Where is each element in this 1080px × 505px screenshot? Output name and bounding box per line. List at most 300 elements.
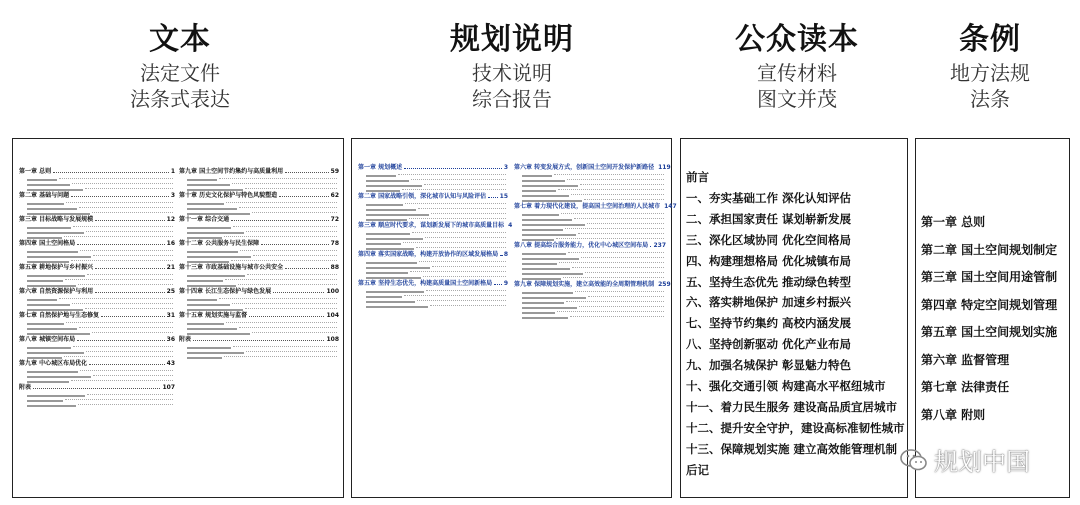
toc-leader (411, 177, 506, 180)
toc-leader (556, 236, 664, 239)
explain-document-toc (351, 138, 677, 498)
toc-leader (554, 172, 664, 175)
toc-leader (93, 253, 173, 256)
section-placeholder (366, 272, 408, 274)
toc-leader (59, 296, 173, 299)
toc-leader (559, 260, 664, 263)
toc-leader (80, 368, 173, 371)
toc-chapter (19, 215, 175, 224)
toc-leader (412, 230, 506, 233)
column-public (712, 0, 882, 112)
toc-leader (568, 250, 664, 253)
toc-section-line (514, 314, 666, 319)
watermark-text: 规划中国 (934, 448, 1030, 476)
toc-leader (572, 265, 664, 268)
column-subtitle: 法条 (970, 87, 1010, 111)
section-placeholder (187, 347, 231, 349)
toc-chapter (358, 192, 508, 201)
toc-leader (78, 282, 173, 285)
toc-leader (238, 282, 337, 285)
toc-chapter (19, 191, 175, 200)
toc-leader (500, 250, 502, 256)
toc-chapter (514, 280, 671, 289)
toc-leader (33, 383, 160, 389)
toc-leader (409, 216, 506, 219)
toc-leader (95, 215, 165, 221)
toc-chapter-title: 第十二章 公共服务与民生保障 (179, 240, 260, 247)
column-subtitle: 法条式表达 (130, 87, 230, 111)
toc-leader (410, 269, 506, 272)
section-placeholder (27, 304, 70, 306)
toc-leader (89, 359, 165, 365)
toc-page-number: 104 (326, 312, 339, 319)
toc-chapter-title: 第十三章 市政基础设施与城市公共安全 (179, 264, 284, 271)
section-placeholder (522, 229, 563, 231)
toc-item: 六、落实耕地保护 加速乡村振兴 (686, 295, 852, 310)
toc-page-number: 21 (166, 264, 175, 271)
section-placeholder (27, 184, 70, 186)
toc-chapter-title: 第二章 国家战略引领，深化城市认知与风险评估 (358, 193, 487, 200)
toc-item: 第四章 特定空间规划管理 (921, 297, 1058, 312)
toc-chapter-title: 第六章 自然资源保护与利用 (19, 288, 94, 295)
toc-chapter-title: 第三章 顺应时代要求，谋划新发展下的城市高质量目标 (358, 222, 505, 229)
column-regulation (905, 0, 1075, 112)
toc-leader (245, 186, 337, 189)
toc-leader (425, 235, 506, 238)
toc-item: 第八章 附则 (921, 407, 986, 422)
toc-leader (85, 306, 173, 309)
toc-chapter (358, 163, 508, 172)
section-placeholder (366, 296, 402, 298)
public-reader-list (686, 167, 905, 481)
column-title: 条例 (959, 22, 1021, 57)
toc-leader (558, 187, 664, 190)
toc-item: 二、承担国家责任 谋划崭新发展 (686, 211, 852, 226)
toc-right-column (514, 163, 677, 319)
toc-leader (578, 231, 664, 234)
section-placeholder (187, 304, 230, 306)
toc-leader (285, 167, 329, 173)
toc-leader (416, 245, 506, 248)
toc-leader (566, 299, 664, 302)
toc-chapter-title: 第五章 坚持生态优先，构建高质量国土空间新格局 (358, 280, 493, 287)
toc-right-column (179, 167, 339, 359)
toc-chapter-title: 第二章 基础与问题 (19, 192, 70, 199)
toc-leader (193, 335, 324, 341)
section-placeholder (27, 203, 64, 205)
toc-leader (650, 241, 651, 247)
toc-item: 十、强化交通引领 构建高水平枢纽城市 (686, 379, 886, 394)
section-placeholder (522, 253, 566, 255)
section-placeholder (187, 203, 224, 205)
toc-leader (588, 294, 664, 297)
toc-leader (71, 191, 169, 197)
section-placeholder (27, 227, 71, 229)
column-title: 公众读本 (735, 22, 859, 57)
toc-chapter (19, 263, 175, 272)
column-text (95, 0, 265, 112)
toc-leader (65, 397, 173, 400)
watermark (900, 442, 1030, 477)
column-title: 文本 (149, 22, 211, 57)
toc-leader (226, 320, 337, 323)
section-placeholder (187, 227, 231, 229)
toc-item: 十三、保障规划实施 建立高效能管理机制 (686, 441, 898, 456)
toc-page-number: 4 (508, 222, 513, 229)
toc-leader (219, 296, 337, 299)
toc-chapter-title: 第六章 转变发展方式，创新国土空间开发保护新路径 (514, 164, 655, 171)
section-placeholder (27, 208, 77, 210)
section-placeholder (522, 263, 557, 265)
toc-page-number: 147 (664, 203, 677, 210)
toc-item: 八、坚持创新驱动 优化产业布局 (686, 337, 852, 352)
toc-page-number: 25 (166, 288, 175, 295)
toc-page-number: 78 (330, 240, 339, 247)
toc-page-number: 237 (653, 242, 666, 249)
toc-chapter-title: 附表 (179, 336, 192, 343)
toc-leader (219, 176, 337, 179)
toc-item: 后记 (686, 462, 709, 477)
toc-page-number: 36 (166, 336, 175, 343)
section-placeholder (366, 301, 415, 303)
section-placeholder (366, 233, 410, 235)
toc-leader (79, 205, 173, 208)
toc-item: 第七章 法律责任 (921, 380, 1010, 394)
toc-leader (285, 263, 329, 269)
toc-leader (64, 354, 173, 357)
toc-leader (246, 349, 337, 352)
toc-leader (95, 287, 165, 293)
toc-chapter-title: 第九章 保障规划实施，建立高效能的全周期管理机制 (514, 281, 655, 288)
section-placeholder (27, 323, 64, 325)
toc-page-number: 119 (658, 164, 671, 171)
toc-chapter (179, 287, 339, 296)
toc-leader (53, 167, 169, 173)
toc-item: 三、深化区域协同 优化空间格局 (686, 232, 852, 247)
toc-chapter (179, 191, 339, 200)
toc-leader (574, 216, 664, 219)
section-placeholder (522, 268, 570, 270)
toc-chapter (19, 167, 175, 176)
toc-item: 五、坚持生态优先 推动绿色转型 (686, 274, 852, 289)
toc-leader (426, 288, 506, 291)
toc-item: 十一、着力民生服务 建设高品质宜居城市 (686, 399, 898, 414)
toc-leader (424, 182, 506, 185)
section-placeholder (522, 190, 556, 192)
column-subtitle: 地方法规 (950, 61, 1030, 85)
toc-leader (85, 186, 173, 189)
toc-leader (71, 258, 173, 261)
toc-chapter (19, 287, 175, 296)
section-placeholder (187, 299, 217, 301)
section-placeholder (522, 175, 552, 177)
toc-page-number: 100 (326, 288, 339, 295)
toc-chapter-title: 第九章 国土空间节约集约与高质量利用 (179, 168, 284, 175)
toc-leader (245, 306, 337, 309)
toc-page-number: 15 (499, 193, 508, 200)
toc-chapter-title: 第七章 自然保护地与生态修复 (19, 312, 100, 319)
regulation-list (921, 209, 1057, 429)
toc-leader (95, 263, 165, 269)
toc-leader (77, 335, 165, 341)
section-placeholder (522, 214, 559, 216)
toc-chapter (19, 311, 175, 320)
toc-leader (279, 191, 329, 197)
toc-leader (225, 277, 337, 280)
toc-leader (87, 392, 173, 395)
toc-leader (587, 221, 664, 224)
toc-chapter-title: 第十章 历史文化保护与特色风貌塑造 (179, 192, 278, 199)
toc-leader (432, 264, 506, 267)
toc-leader (585, 270, 664, 273)
toc-leader (247, 272, 337, 275)
toc-item: 第一章 总则 (921, 215, 986, 229)
toc-leader (226, 200, 337, 203)
toc-chapter-title: 第九章 中心城区布局优化 (19, 360, 88, 367)
toc-page-number: 43 (166, 360, 175, 367)
toc-item: 第六章 监督管理 (921, 352, 1010, 367)
toc-chapter (358, 250, 508, 259)
toc-chapter (19, 383, 175, 392)
toc-leader (581, 255, 664, 258)
section-placeholder (187, 280, 223, 282)
section-placeholder (27, 179, 57, 181)
toc-chapter (179, 311, 339, 320)
toc-leader (579, 304, 664, 307)
toc-chapter (514, 241, 666, 250)
toc-leader (65, 277, 173, 280)
column-subtitle: 技术说明 (472, 61, 552, 85)
toc-chapter-title: 第四章 落实国家战略，构建开放协作的区域发展格局 (358, 251, 499, 258)
toc-leader (59, 176, 173, 179)
section-placeholder (366, 209, 416, 211)
column-subtitle: 法定文件 (140, 61, 220, 85)
toc-leader (224, 234, 337, 237)
column-explain (427, 0, 597, 112)
toc-leader (72, 301, 173, 304)
section-placeholder (187, 323, 224, 325)
toc-left-column (358, 163, 513, 308)
toc-chapter-title: 附表 (19, 384, 32, 391)
toc-chapter-title: 第八章 提高综合服务能力，优化中心城区空间布局 (514, 242, 649, 249)
toc-leader (488, 192, 498, 198)
toc-leader (431, 211, 506, 214)
toc-leader (430, 303, 506, 306)
section-placeholder (522, 292, 573, 294)
toc-leader (73, 344, 173, 347)
toc-leader (71, 378, 173, 381)
section-placeholder (27, 280, 63, 282)
toc-leader (575, 289, 664, 292)
toc-leader (494, 279, 502, 285)
section-placeholder (27, 251, 78, 253)
toc-item: 第二章 国土空间规划制定 (921, 242, 1058, 257)
toc-item: 四、构建理想格局 优化城镇布局 (686, 253, 852, 268)
toc-leader (86, 349, 173, 352)
section-placeholder (522, 312, 555, 314)
toc-chapter-title: 第十一章 综合交通 (179, 216, 230, 223)
section-placeholder (27, 328, 77, 330)
section-placeholder (522, 195, 569, 197)
toc-leader (240, 248, 337, 251)
toc-leader (404, 163, 502, 169)
toc-chapter (179, 215, 339, 224)
toc-leader (92, 210, 173, 213)
toc-chapter-title: 第十四章 长江生态保护与绿色发展 (179, 288, 272, 295)
toc-leader (77, 239, 165, 245)
toc-leader (418, 206, 506, 209)
toc-chapter-title: 第十五章 规划实施与监督 (179, 312, 248, 319)
toc-leader (561, 211, 664, 214)
toc-leader (417, 298, 506, 301)
toc-item: 第三章 国土空间用途管制 (921, 270, 1058, 284)
toc-page-number: 88 (330, 264, 339, 271)
toc-leader (79, 325, 173, 328)
toc-chapter (514, 202, 677, 211)
toc-leader (405, 201, 506, 204)
toc-leader (565, 226, 664, 229)
toc-leader (423, 274, 506, 277)
section-placeholder (366, 306, 428, 308)
toc-chapter-title: 第三章 目标战略与发展规模 (19, 216, 94, 223)
toc-leader (232, 181, 337, 184)
toc-item: 前言 (686, 170, 709, 184)
toc-page-number: 3 (503, 164, 508, 171)
public-reader-toc (680, 138, 908, 498)
section-placeholder (366, 180, 409, 182)
toc-left-column (19, 167, 175, 407)
toc-leader (398, 172, 506, 175)
toc-page-number: 72 (330, 216, 339, 223)
section-placeholder (366, 175, 396, 177)
toc-leader (72, 181, 173, 184)
toc-section-line (358, 303, 508, 308)
toc-leader (231, 258, 337, 261)
toc-leader (571, 192, 664, 195)
toc-chapter (514, 163, 671, 172)
toc-chapter (179, 335, 339, 344)
toc-page-number: 108 (326, 336, 339, 343)
toc-leader (232, 301, 337, 304)
toc-leader (403, 240, 506, 243)
toc-leader (87, 272, 173, 275)
toc-section-line (19, 402, 175, 407)
column-subtitle: 图文并茂 (757, 87, 837, 111)
toc-chapter-title: 第四章 国土空间格局 (19, 240, 76, 247)
toc-leader (563, 275, 664, 278)
toc-leader (80, 248, 173, 251)
toc-page-number: 8 (503, 251, 508, 258)
toc-chapter-title: 第五章 耕地保护与乡村振兴 (19, 264, 94, 271)
section-placeholder (187, 251, 238, 253)
toc-chapter (179, 263, 339, 272)
toc-page-number: 9 (503, 280, 508, 287)
toc-page-number: 259 (658, 281, 671, 288)
toc-leader (557, 309, 664, 312)
section-placeholder (187, 208, 237, 210)
toc-section-line (179, 354, 339, 359)
toc-leader (73, 224, 173, 227)
toc-leader (101, 311, 165, 317)
toc-item: 九、加强名城保护 彰显魅力特色 (686, 358, 852, 373)
toc-leader (64, 234, 173, 237)
text-document-toc (12, 138, 344, 498)
section-placeholder (522, 302, 564, 304)
section-placeholder (27, 405, 76, 407)
toc-chapter (179, 239, 339, 248)
toc-page-number: 62 (330, 192, 339, 199)
toc-chapter (19, 359, 175, 368)
toc-leader (66, 320, 173, 323)
toc-chapter (19, 239, 175, 248)
toc-item: 七、坚持节约集约 高校内涵发展 (686, 316, 852, 331)
section-placeholder (522, 317, 568, 319)
toc-item: 十二、提升安全守护，建设高标准韧性城市 (686, 420, 905, 435)
toc-leader (404, 293, 506, 296)
toc-leader (66, 200, 173, 203)
toc-leader (252, 330, 337, 333)
toc-leader (233, 344, 337, 347)
section-placeholder (27, 299, 57, 301)
toc-chapter (19, 335, 175, 344)
section-placeholder (522, 219, 572, 221)
toc-page-number: 31 (166, 312, 175, 319)
toc-leader (273, 287, 324, 293)
column-subtitle: 宣传材料 (757, 61, 837, 85)
toc-chapter (358, 279, 508, 288)
toc-chapter-title: 第七章 着力现代化建设，提高国土空间治理的人民城市 (514, 203, 661, 210)
toc-page-number: 3 (170, 192, 175, 199)
section-placeholder (27, 371, 78, 373)
toc-chapter-title: 第一章 总则 (19, 168, 52, 175)
toc-page-number: 16 (166, 240, 175, 247)
toc-leader (584, 197, 664, 200)
toc-leader (86, 229, 173, 232)
toc-leader (249, 311, 324, 317)
wechat-icon (900, 448, 928, 472)
section-placeholder (187, 184, 230, 186)
toc-leader (419, 259, 506, 262)
column-title: 规划说明 (450, 22, 574, 57)
section-placeholder (27, 347, 71, 349)
toc-leader (224, 354, 337, 357)
toc-leader (231, 215, 329, 221)
toc-leader (253, 253, 337, 256)
toc-page-number: 12 (166, 216, 175, 223)
toc-chapter (358, 221, 513, 230)
toc-leader (402, 187, 506, 190)
toc-leader (246, 229, 337, 232)
section-placeholder (27, 400, 63, 402)
section-placeholder (366, 243, 401, 245)
toc-leader (252, 210, 337, 213)
toc-chapter (179, 167, 339, 176)
section-placeholder (187, 328, 237, 330)
section-placeholder (187, 179, 217, 181)
toc-page-number: 59 (330, 168, 339, 175)
section-placeholder (522, 180, 565, 182)
toc-leader (78, 402, 173, 405)
section-placeholder (366, 262, 417, 264)
toc-leader (261, 239, 329, 245)
toc-leader (570, 314, 664, 317)
toc-chapter-title: 第八章 城镇空间布局 (19, 336, 76, 343)
toc-page-number: 107 (162, 384, 175, 391)
toc-leader (239, 325, 337, 328)
toc-leader (239, 205, 337, 208)
toc-leader (580, 182, 664, 185)
toc-leader (92, 330, 173, 333)
